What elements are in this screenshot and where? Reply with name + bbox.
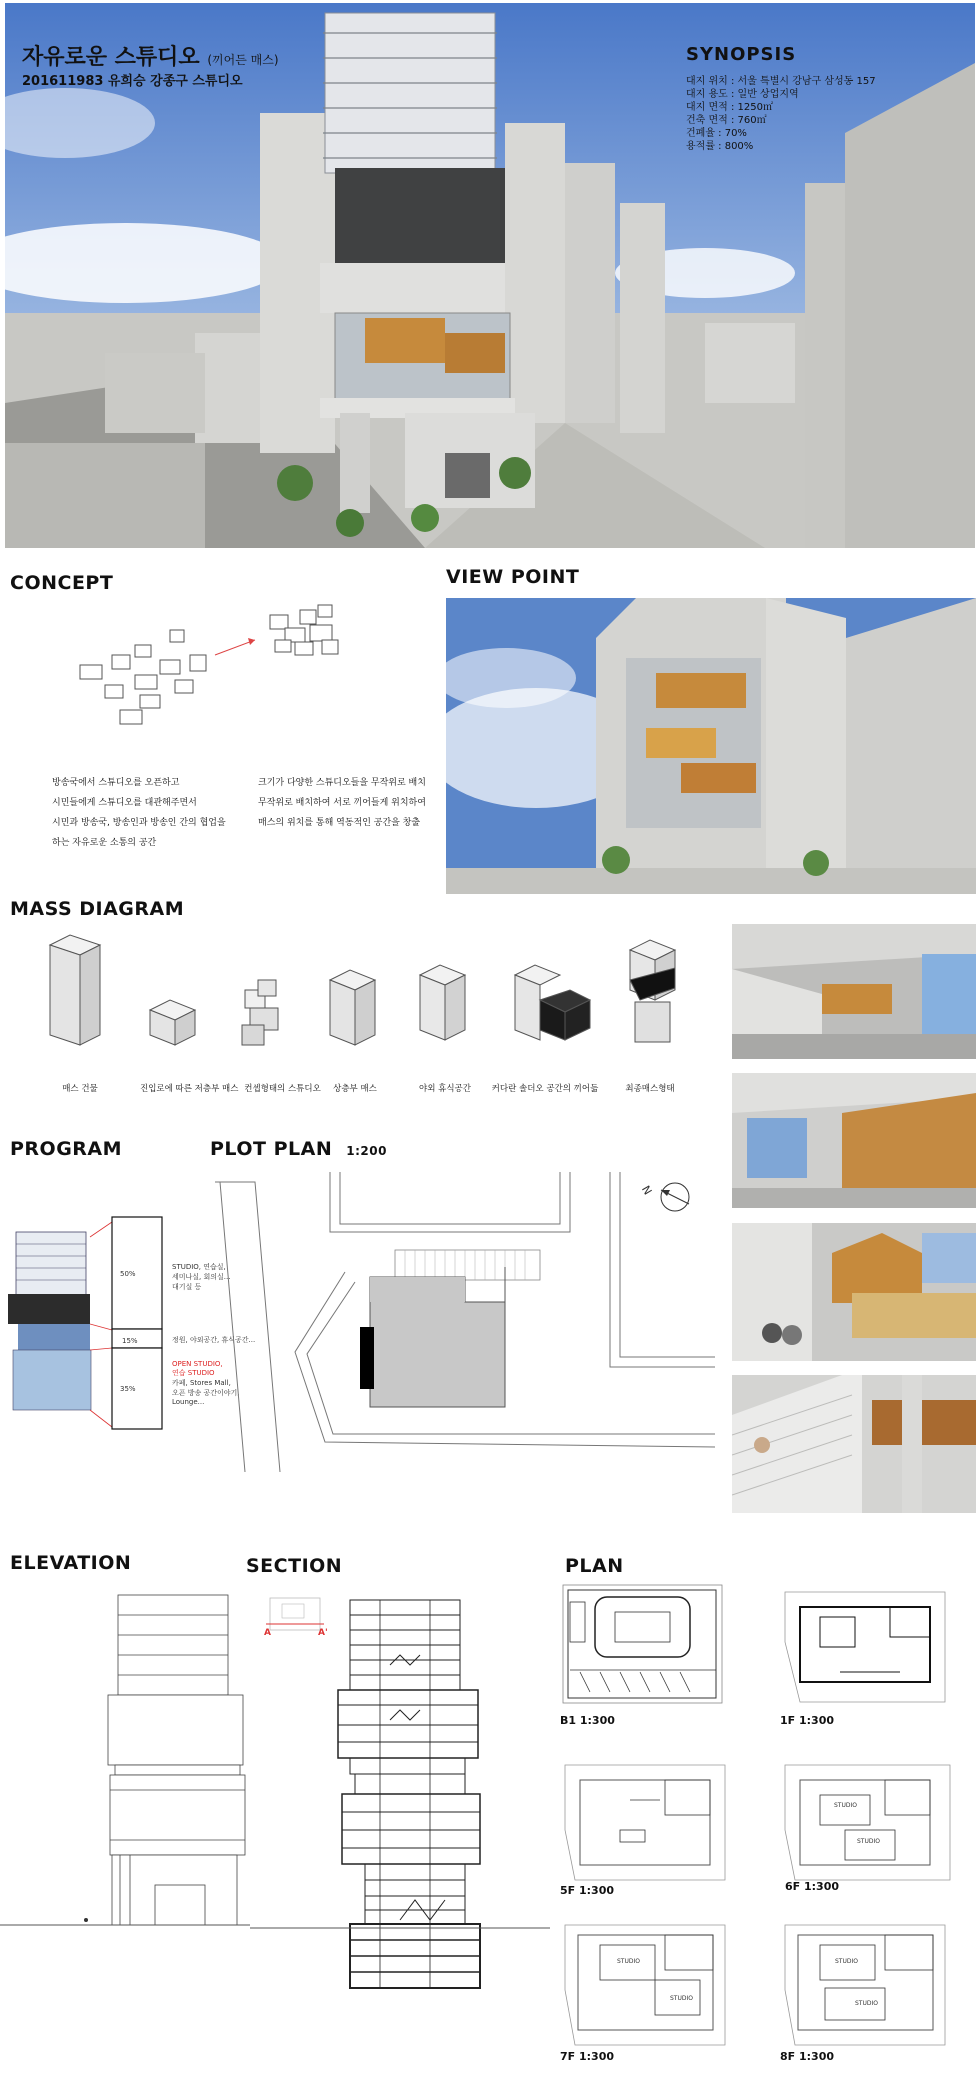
section-heading: SECTION xyxy=(246,1555,343,1577)
room-label: STUDIO xyxy=(617,1958,640,1965)
interior-render-1 xyxy=(732,924,976,1059)
program-note: 대기실 등 xyxy=(172,1283,202,1291)
concept-line: 방송국에서 스튜디오를 오픈하고 xyxy=(52,778,180,788)
program-note-red: 연습 STUDIO xyxy=(172,1369,215,1377)
plan-caption: 8F 1:300 xyxy=(780,2050,835,2063)
program-note: Lounge... xyxy=(172,1398,205,1406)
mass-caption: 최종매스형태 xyxy=(625,1084,675,1094)
program-pct-bot: 35% xyxy=(120,1385,136,1393)
plan-caption: B1 1:300 xyxy=(560,1714,615,1727)
elevation-drawing xyxy=(0,1590,250,1935)
plan-caption: 5F 1:300 xyxy=(560,1884,615,1897)
room-label: STUDIO xyxy=(835,1958,858,1965)
synopsis-list xyxy=(686,75,876,153)
concept-line: 시민과 방송국, 방송인과 방송인 간의 협업을 xyxy=(52,818,226,828)
synopsis-item: 건폐율 : 70% xyxy=(686,128,747,139)
plan-caption: 1F 1:300 xyxy=(780,1714,835,1727)
mass-caption: 커다란 솔더오 공간의 끼어듦 xyxy=(491,1084,599,1094)
concept-line: 무작위로 배치하여 서로 끼어들게 위치하여 xyxy=(258,798,426,808)
concept-heading: CONCEPT xyxy=(10,572,114,594)
plan-6f xyxy=(780,1760,955,1885)
program-pct-top: 50% xyxy=(120,1270,136,1278)
elevation-heading: ELEVATION xyxy=(10,1552,132,1574)
synopsis-item: 용적률 : 800% xyxy=(686,141,754,152)
project-title: 자유로운 스튜디오 (끼어든 매스) xyxy=(22,45,279,70)
concept-text-left xyxy=(52,773,226,853)
plan-caption: 7F 1:300 xyxy=(560,2050,615,2063)
synopsis-item: 대지 용도 : 일반 상업지역 xyxy=(686,89,799,100)
plan-5f xyxy=(560,1760,730,1885)
viewpoint-render xyxy=(446,598,976,894)
room-label: STUDIO xyxy=(855,2000,878,2007)
svg-text:N: N xyxy=(638,1183,655,1198)
mass-caption: 상층부 매스 xyxy=(333,1084,377,1094)
plan-heading: PLAN xyxy=(565,1555,624,1577)
concept-line: 하는 자유로운 소통의 공간 xyxy=(52,838,157,848)
program-note: STUDIO, 연습실, xyxy=(172,1263,226,1271)
concept-diagram xyxy=(60,600,390,750)
program-note-mid: 정원, 야외공간, 휴식공간... xyxy=(172,1336,256,1344)
mass-diagram-heading: MASS DIAGRAM xyxy=(10,898,185,920)
viewpoint-heading: VIEW POINT xyxy=(446,566,580,588)
mass-caption: 야외 휴식공간 xyxy=(419,1084,471,1094)
program-note: 세미나실, 회의실... xyxy=(172,1273,231,1281)
mass-caption: 매스 건물 xyxy=(62,1084,98,1094)
plot-plan-drawing xyxy=(215,1172,715,1472)
program-note-red: OPEN STUDIO, xyxy=(172,1360,223,1368)
plan-1f xyxy=(780,1582,950,1707)
concept-line: 시민들에게 스튜디오를 대관해주면서 xyxy=(52,798,197,808)
plan-8f xyxy=(780,1920,950,2050)
section-mark-a: A xyxy=(264,1628,271,1638)
room-label: STUDIO xyxy=(857,1838,880,1845)
section-mark-a-prime: A' xyxy=(318,1628,328,1638)
synopsis-item: 대지 위치 : 서울 특별시 강남구 삼성동 157 xyxy=(686,76,876,87)
room-label: STUDIO xyxy=(670,1995,693,2002)
interior-render-3 xyxy=(732,1223,976,1361)
concept-line: 매스의 위치를 통해 역동적인 공간을 창출 xyxy=(258,818,421,828)
concept-line: 크기가 다양한 스튜디오들을 무작위로 배치 xyxy=(258,778,426,788)
room-label: STUDIO xyxy=(834,1802,857,1809)
program-heading: PROGRAM xyxy=(10,1138,123,1160)
plan-caption: 6F 1:300 xyxy=(785,1880,840,1893)
mass-caption: 진입로에 따른 저층부 매스 xyxy=(140,1084,239,1094)
interior-render-4 xyxy=(732,1375,976,1513)
program-pct-mid: 15% xyxy=(122,1337,138,1345)
synopsis-item: 건축 면적 : 760㎡ xyxy=(686,115,767,126)
project-title-sub: (끼어든 매스) xyxy=(207,53,279,67)
plot-plan-scale: 1:200 xyxy=(346,1144,387,1158)
mass-caption: 컨셉형태의 스튜디오 xyxy=(244,1084,321,1094)
mass-diagram-figures xyxy=(30,930,720,1060)
plan-7f xyxy=(560,1920,730,2050)
program-note: 오픈 방송 공간이야기, xyxy=(172,1389,240,1397)
interior-render-2 xyxy=(732,1073,976,1208)
section-drawing xyxy=(250,1590,550,2000)
synopsis-title: SYNOPSIS xyxy=(686,44,797,65)
project-subtitle: 201611983 유희승 강종구 스튜디오 xyxy=(22,74,243,89)
plot-plan-heading: PLOT PLAN 1:200 xyxy=(210,1138,387,1160)
synopsis-item: 대지 면적 : 1250㎡ xyxy=(686,102,773,113)
concept-text-right xyxy=(258,773,426,833)
program-note: 카페, Stores Mall, xyxy=(172,1379,231,1387)
plan-b1 xyxy=(560,1582,725,1707)
